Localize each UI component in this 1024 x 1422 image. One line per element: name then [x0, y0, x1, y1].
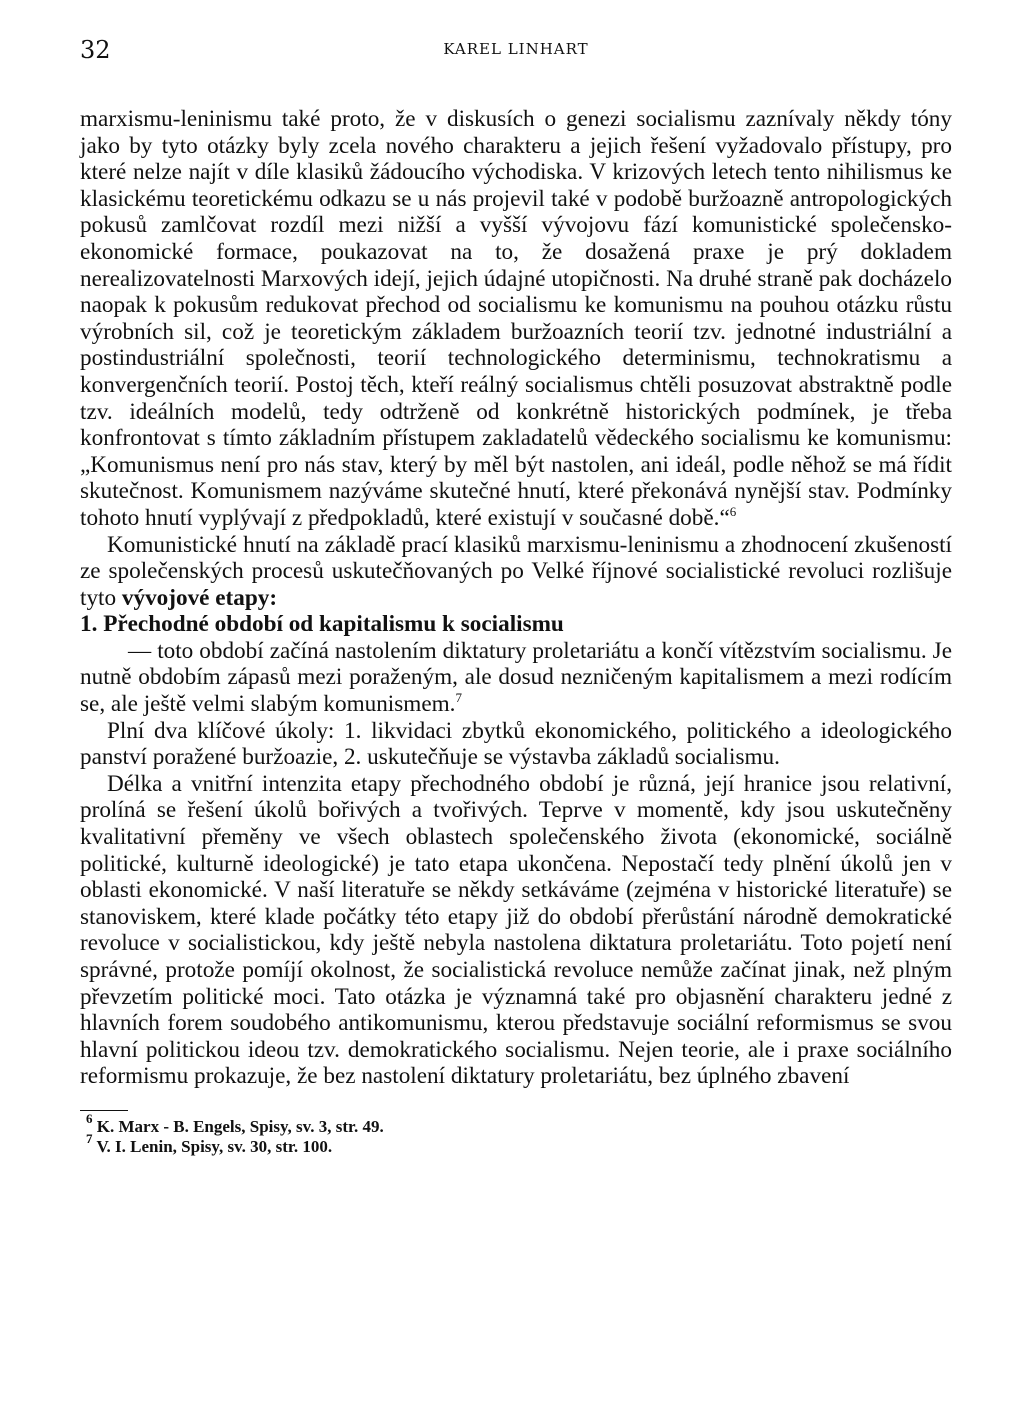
footnote-7-mark: 7 [86, 1130, 93, 1146]
paragraph-3-text: — toto období začíná nastolením diktatury proletariátu a končí vítězstvím socialismu. Je nutně obdobím zápasů mezi poraženým, ale dosud nezničeným kapitalismem a mezi rodícím se, ale ještě velmi slabým komunismem. [80, 637, 952, 718]
paragraph-2-text: Komunistické hnutí na základě prací klasiků marxismu-leninismu a zhodnocení zkušeností ze společenských procesů uskutečňovaných po Velké říjnové socialistické revoluci rozlišuje tyto [80, 531, 952, 611]
footnotes [80, 1110, 952, 1157]
footnote-ref-6: 6 [729, 503, 737, 519]
page-number: 32 [80, 36, 111, 64]
paragraph-2 [80, 532, 952, 612]
footnote-6-text: K. Marx - B. Engels, Spisy, sv. 3, str. 49. [96, 1116, 384, 1136]
footnote-7 [86, 1130, 952, 1157]
paragraph-2-bold: vývojové etapy: [121, 584, 278, 611]
paragraph-1-text: marxismu-leninismu také proto, že v diskusích o genezi socialismu zaznívaly někdy tóny jako by tyto otázky byly zcela nového charakteru a jejich řešení vyžadovalo přístupy, pro které nelze najít v díle klasiků žádoucího východiska. V krizových letech tento nihilismus ke klasickému teoretickému odkazu se u nás projevil také v podobě buržoazně antropologických pokusů zamlčovat rozdíl mezi nižší a vyšší vývojovu fází komunistické společensko-ekonomické formace, poukazovat na to, že dosažená praxe je prý dokladem nerealizovatelnosti Marxových idejí, jejich údajné utopičnosti. Na druhé straně pak docházelo naopak k pokusům redukovat přechod od socialismu ke komunismu na pouhou otázku růstu výrobních sil, což je teoretickým základem buržoazních teorií tzv. jednotné industriální a postindustriální společnosti, teorií technologického determinismu, technokratismu a konvergenčních teorií. Postoj těch, kteří reálný socialismus chtěli posuzovat abstraktně podle tzv. ideálních modelů, tedy odtrženě od konkrétně historických podmínek, je třeba konfrontovat s tímto základním přístupem zakladatelů vědeckého socialismu ke komunismu: „Komunismus není pro nás stav, který by měl být nastolen, ani ideál, podle něhož se má řídit skutečnost. Komunismem nazýváme skutečné hnutí, které překonává nynější stav. Podmínky tohoto hnutí vyplývají z předpokladů, které existují v současné době.“ [80, 106, 952, 531]
paragraph-1 [80, 106, 952, 532]
book-page [80, 36, 952, 1157]
page-header [80, 36, 952, 68]
paragraph-5: Délka a vnitřní intenzita etapy přechodného období je různá, její hranice jsou relativní, prolíná se řešení úkolů bořivých a tvořivých. Teprve v momentě, kdy jsou uskutečněny kvalitativní přeměny ve všech oblastech společenského života (ekonomické, sociálně politické, kulturně ideologické) je tato etapa ukončena. Nepostačí tedy plnění úkolů jen v oblasti ekonomické. V naší literatuře se někdy setkáváme (zejména v historické literatuře) se stanoviskem, které klade počátky této etapy již do období přerůstání národně demokratické revoluce v socialistickou, kdy ještě nebyla nastolena diktatura proletariátu. Toto pojetí není správné, protože pomíjí okolnost, že socialistická revoluce nemůže začínat jinak, než plným převzetím politické moci. Tato otázka je významná také pro objasnění charakteru jedné z hlavních forem soudobého antikomunismu, kterou představuje sociální reformismus se svou hlavní politickou ideou tzv. demokratického socialismu. Nejen teorie, ale i praxe sociálního reformismu prokazuje, že bez nastolení diktatury proletariátu, bez úplného zbavení [80, 770, 952, 1090]
footnote-6-mark: 6 [86, 1110, 93, 1126]
paragraph-3 [80, 638, 952, 718]
footnote-6 [86, 1110, 952, 1137]
running-head: KAREL LINHART [443, 40, 589, 58]
paragraph-4: Plní dva klíčové úkoly: 1. likvidaci zbytků ekonomického, politického a ideologického panství poražené buržoazie, 2. uskutečňuje se výstavba základů socialismu. [80, 717, 952, 771]
footnote-ref-7: 7 [455, 690, 462, 706]
body-text [80, 106, 952, 1090]
footnote-7-text: V. I. Lenin, Spisy, sv. 30, str. 100. [96, 1136, 333, 1156]
stage-heading-1-text: 1. Přechodné období od kapitalismu k socialismu [80, 611, 564, 638]
stage-heading-1 [80, 611, 952, 638]
